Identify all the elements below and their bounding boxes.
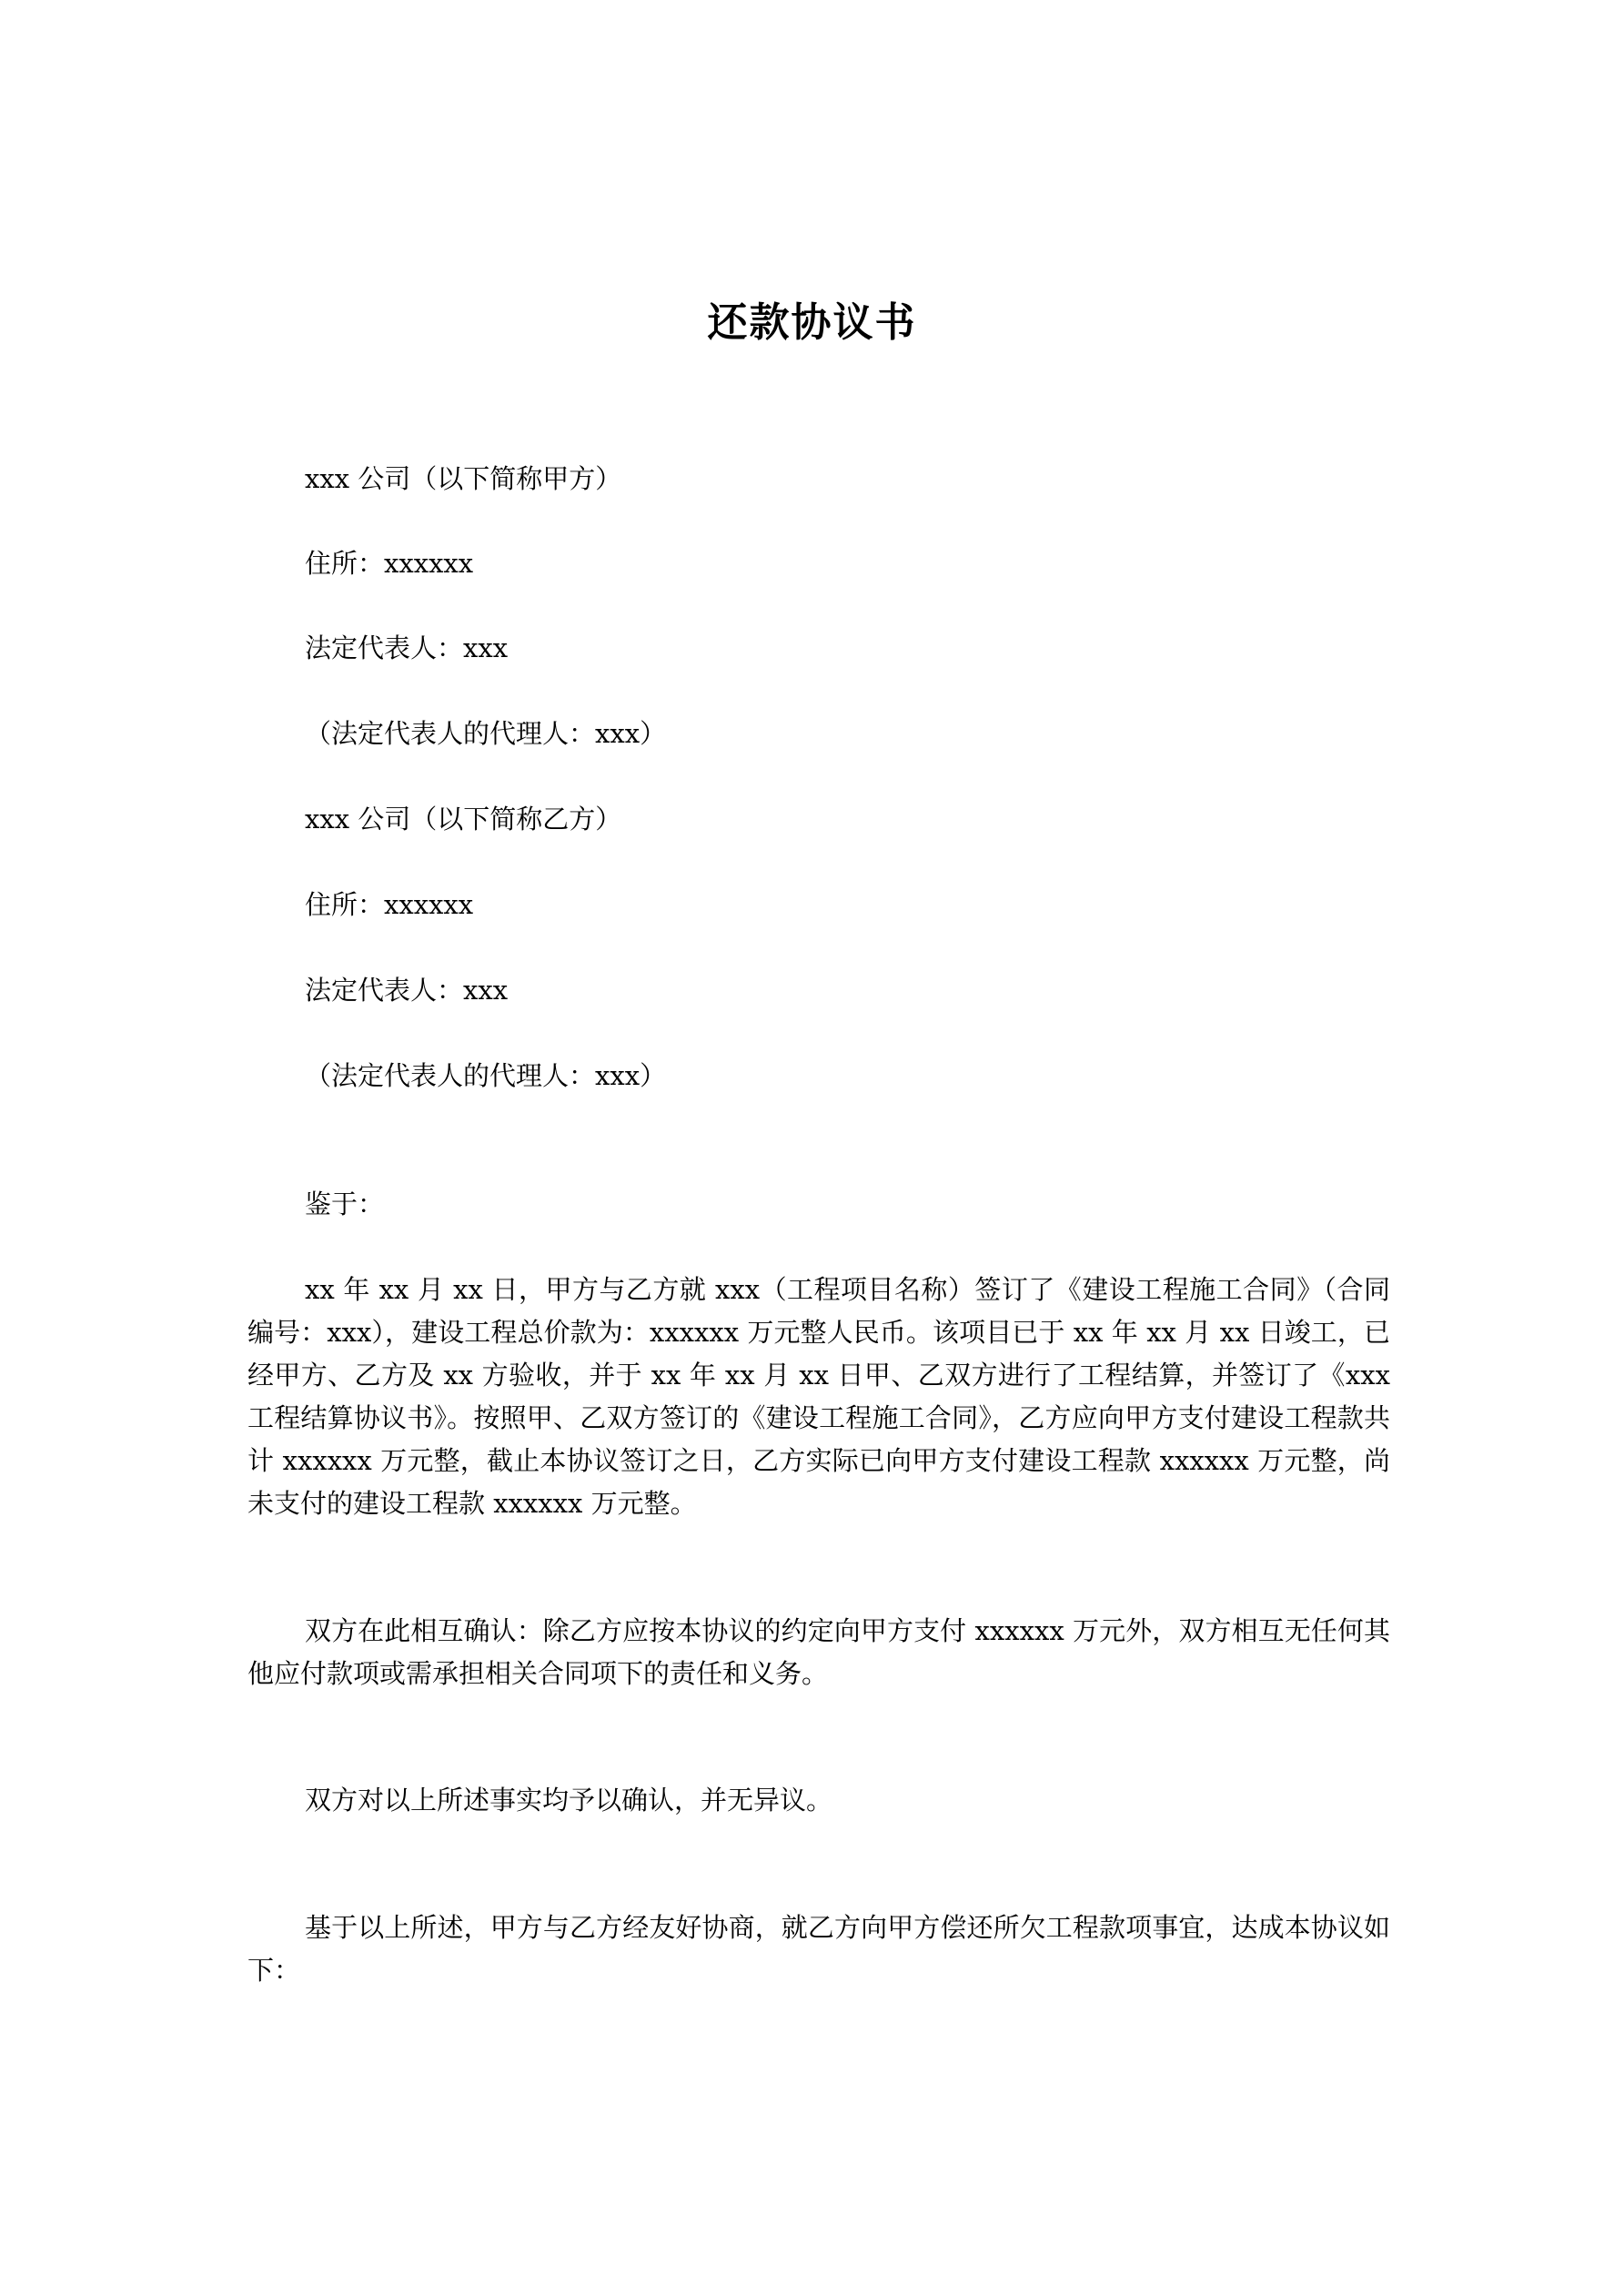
party-b-name: xxx 公司（以下简称乙方） — [305, 804, 622, 834]
whereas-label: 鉴于： — [305, 1188, 385, 1219]
party-a-agent: （法定代表人的代理人：xxx） — [305, 718, 667, 749]
party-a-name: xxx 公司（以下简称甲方） — [305, 463, 622, 494]
document-title: 还款协议书 — [707, 299, 917, 346]
paragraph-recitals: xx 年 xx 月 xx 日，甲方与乙方就 xxx（工程项目名称）签订了《建设工程施工合同》（合同编号：xxx），建设工程总价款为：xxxxxx 万元整人民币。该项目已于 xx 年 xx 月 xx 日竣工，已经甲方、乙方及 xx 方验收，并于 xx 年 xx 月 xx 日甲、乙双方进行了工程结算，并签订了《xxx 工程结算协议书》。按照甲、乙双方签订的《建设工程施工合同》，乙方应向甲方支付建设工程款共计 xxxxxx 万元整，截止本协议签订之日，乙方实际已向甲方支付建设工程款 xxxxxx 万元整，尚未支付的建设工程款 xxxxxx 万元整。 — [247, 1274, 1390, 1519]
paragraph-no-objection: 双方对以上所述事实均予以确认，并无异议。 — [305, 1785, 833, 1816]
paragraph-agreement-intro: 基于以上所述，甲方与乙方经友好协商，就乙方向甲方偿还所欠工程款项事宜，达成本协议如下： — [247, 1912, 1390, 1986]
party-a-legal-rep: 法定代表人：xxx — [305, 632, 509, 663]
party-b-agent: （法定代表人的代理人：xxx） — [305, 1060, 667, 1091]
party-b-legal-rep: 法定代表人：xxx — [305, 975, 509, 1006]
paragraph-mutual-confirmation: 双方在此相互确认：除乙方应按本协议的约定向甲方支付 xxxxxx 万元外，双方相互无任何其他应付款项或需承担相关合同项下的责任和义务。 — [247, 1615, 1390, 1689]
party-a-address: 住所：xxxxxx — [305, 548, 474, 579]
party-b-address: 住所：xxxxxx — [305, 889, 474, 920]
